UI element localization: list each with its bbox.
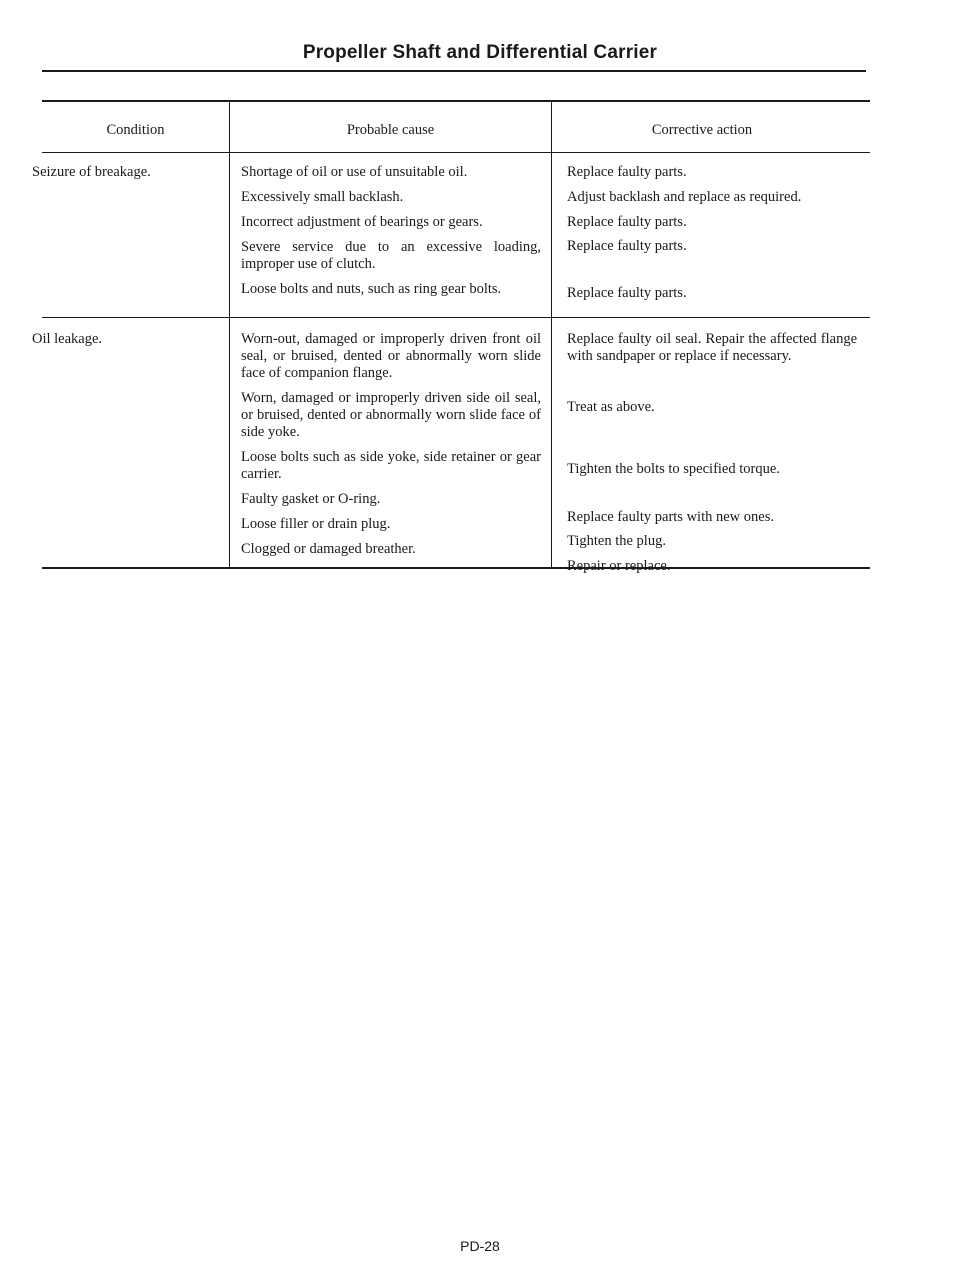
cause-item: Faulty gasket or O-ring.	[241, 491, 381, 507]
cause-item: Severe service due to an excessive loading, improper use of clutch.	[241, 239, 541, 272]
table-bottom-rule	[42, 567, 870, 569]
row-separator	[42, 317, 870, 318]
cause-list	[241, 331, 541, 566]
cause-item: Worn, damaged or improperly driven side oil seal, or bruised, dented or abnormally worn slide face of side yoke.	[241, 390, 541, 440]
column-divider	[551, 102, 552, 567]
header-rule	[42, 152, 870, 153]
cause-list	[241, 164, 541, 306]
action-item: Replace faulty parts.	[567, 214, 687, 230]
action-item: Replace faulty parts.	[567, 285, 687, 301]
cause-item: Shortage of oil or use of unsuitable oil.	[241, 164, 468, 180]
header-corrective-action: Corrective action	[651, 122, 753, 138]
title-rule	[42, 70, 866, 72]
action-item: Replace faulty parts.	[567, 164, 687, 180]
action-item: Tighten the plug.	[567, 533, 666, 549]
table-top-rule	[42, 100, 870, 102]
header-probable-cause: Probable cause	[346, 122, 435, 138]
cause-item: Worn-out, damaged or improperly driven front oil seal, or bruised, dented or abnormally worn slide face of companion flange.	[241, 331, 541, 381]
cause-item: Loose filler or drain plug.	[241, 516, 391, 532]
action-item: Replace faulty parts.	[567, 238, 687, 254]
action-item: Replace faulty oil seal. Repair the affected flange with sandpaper or replace if necessary.	[567, 331, 857, 364]
column-divider	[229, 102, 230, 567]
troubleshooting-table	[32, 100, 870, 574]
cause-item: Excessively small backlash.	[241, 189, 404, 205]
cause-item: Loose bolts such as side yoke, side retainer or gear carrier.	[241, 449, 541, 482]
page-number: PD-28	[460, 1238, 500, 1254]
page-title: Propeller Shaft and Differential Carrier	[302, 42, 658, 63]
header-condition: Condition	[106, 122, 165, 138]
action-item: Adjust backlash and replace as required.	[567, 189, 802, 205]
table-row-condition: Oil leakage.	[32, 331, 103, 347]
action-item: Replace faulty parts with new ones.	[567, 509, 774, 525]
cause-item: Loose bolts and nuts, such as ring gear bolts.	[241, 281, 502, 297]
table-row-condition: Seizure of breakage.	[32, 164, 151, 180]
action-item: Repair or replace.	[567, 558, 671, 574]
cause-item: Clogged or damaged breather.	[241, 541, 416, 557]
cause-item: Incorrect adjustment of bearings or gears.	[241, 214, 483, 230]
action-item: Tighten the bolts to specified torque.	[567, 461, 780, 477]
action-item: Treat as above.	[567, 399, 655, 415]
